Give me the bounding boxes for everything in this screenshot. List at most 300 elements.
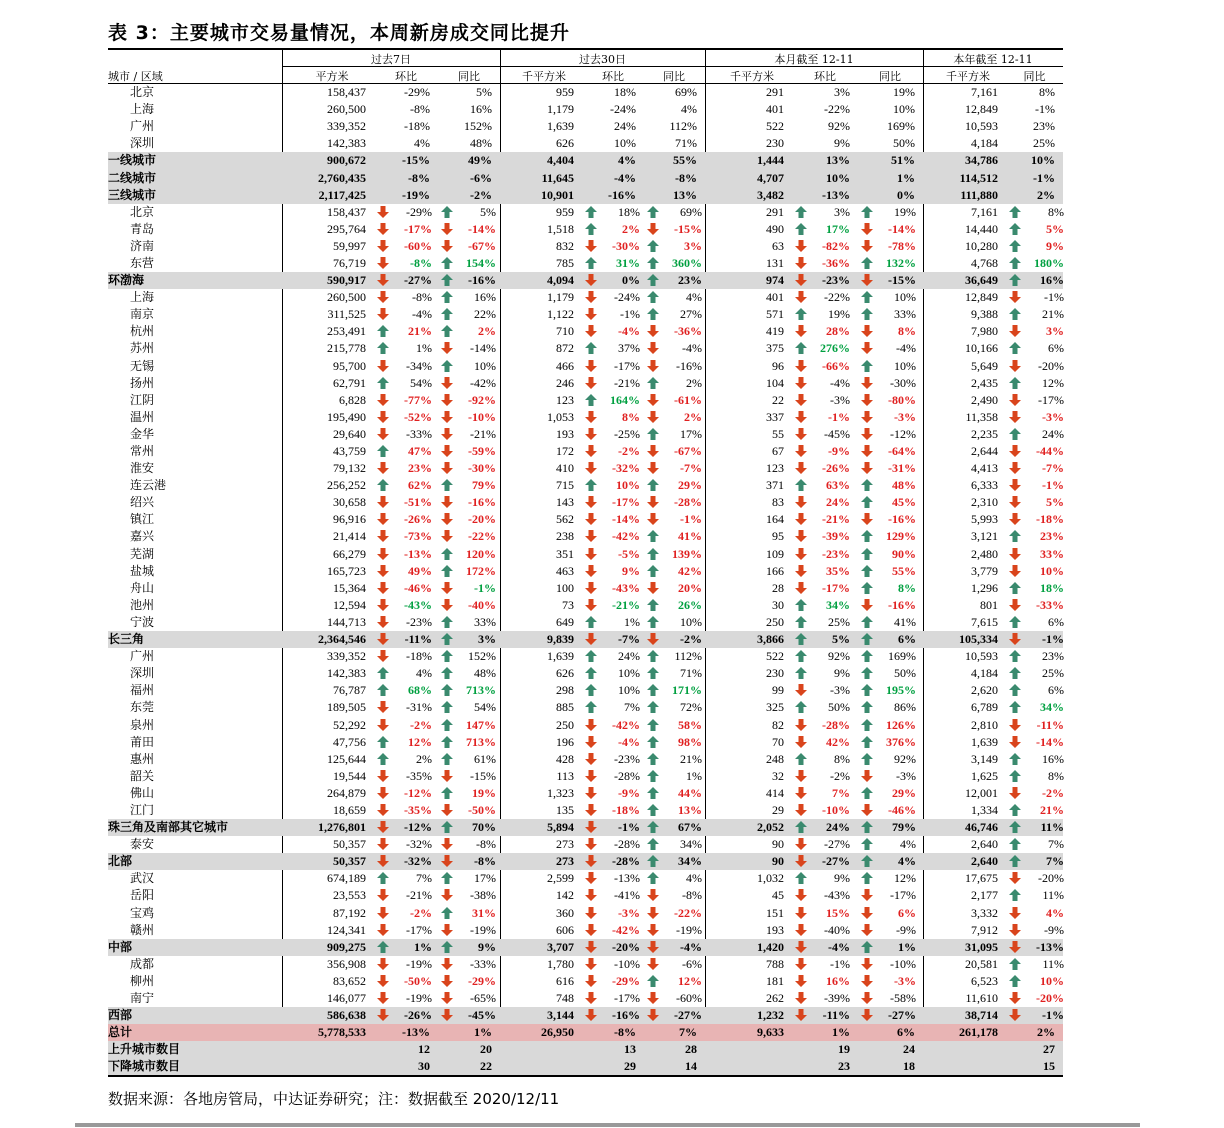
change-cell: 10%: [614, 136, 636, 151]
volume-cell: 113: [556, 768, 574, 783]
change-cell: 25%: [1033, 136, 1055, 151]
change-cell: [374, 751, 438, 768]
volume-cell: 146,077: [327, 991, 366, 1006]
change-value: 28%: [826, 324, 850, 339]
change-cell: [1006, 836, 1063, 853]
arrow-down-icon: [860, 957, 874, 971]
volume-cell: 230: [766, 136, 784, 151]
change-value: -20%: [468, 512, 496, 527]
arrow-down-icon: [860, 512, 874, 526]
volume-cell: 166: [766, 563, 784, 578]
row-name: 武汉: [130, 871, 155, 886]
change-value: -1%: [828, 409, 850, 424]
arrow-down-icon: [440, 529, 454, 543]
change-cell: [582, 631, 644, 648]
change-cell: [582, 409, 644, 426]
change-value: 54%: [474, 700, 496, 715]
change-cell: [792, 785, 858, 802]
change-cell: [438, 580, 500, 597]
change-value: -2%: [680, 632, 702, 647]
change-cell: [582, 563, 644, 580]
footer-bar: [75, 1123, 1140, 1127]
arrow-down-icon: [1008, 512, 1022, 526]
arrow-up-icon: [376, 341, 390, 355]
row-name: 无锡: [130, 358, 155, 373]
volume-cell: 2,117,425: [282, 187, 374, 204]
change-value: 195%: [886, 683, 916, 698]
volume-cell: 260,500: [327, 290, 366, 305]
arrow-up-icon: [860, 256, 874, 270]
change-cell: [582, 870, 644, 887]
change-value: -17%: [614, 991, 640, 1006]
change-value: 10%: [894, 358, 916, 373]
change-value: 4%: [900, 837, 916, 852]
change-value: -14%: [612, 512, 640, 527]
change-value: -51%: [404, 495, 432, 510]
change-cell: [858, 443, 923, 460]
arrow-up-icon: [860, 871, 874, 885]
change-cell: [644, 460, 705, 477]
volume-cell: 490: [766, 221, 784, 236]
arrow-up-icon: [584, 478, 598, 492]
change-cell: [374, 494, 438, 511]
change-value: 4%: [898, 854, 916, 869]
arrow-up-icon: [1008, 529, 1022, 543]
city-row: [108, 956, 1063, 973]
change-value: -44%: [1036, 444, 1064, 459]
volume-cell: 43,759: [333, 444, 366, 459]
volume-cell: 109: [766, 546, 784, 561]
change-value: 13%: [678, 802, 702, 817]
header-sqm: 平方米: [315, 70, 349, 83]
arrow-down-icon: [860, 222, 874, 236]
volume-cell: 3,482: [705, 187, 792, 204]
change-cell: [582, 802, 644, 819]
change-cell: [1006, 358, 1063, 375]
change-cell: [1006, 922, 1063, 939]
city-transaction-table: [108, 84, 1063, 1075]
change-value: 23%: [1042, 649, 1064, 664]
arrow-up-icon: [440, 359, 454, 373]
volume-cell: 1,232: [705, 1007, 792, 1024]
city-row: [108, 443, 1063, 460]
change-value: -3%: [896, 768, 916, 783]
volume-cell: 111,880: [923, 187, 1006, 204]
volume-cell: 7,615: [971, 614, 998, 629]
arrow-down-icon: [860, 376, 874, 390]
arrow-down-icon: [794, 683, 808, 697]
volume-cell: 82: [772, 717, 784, 732]
change-cell: [582, 956, 644, 973]
arrow-up-icon: [794, 700, 808, 714]
volume-cell: 181: [766, 973, 784, 988]
arrow-down-icon: [376, 547, 390, 561]
volume-cell: 9,839: [500, 631, 582, 648]
change-value: -23%: [822, 546, 850, 561]
arrow-down-icon: [646, 1008, 660, 1022]
row-name: 嘉兴: [130, 529, 155, 544]
change-cell: [644, 221, 705, 238]
change-cell: [582, 477, 644, 494]
change-cell: [644, 597, 705, 614]
volume-cell: 6,333: [971, 478, 998, 493]
change-cell: [374, 375, 438, 392]
change-cell: [792, 665, 858, 682]
change-cell: [582, 682, 644, 699]
change-cell: [1006, 409, 1063, 426]
change-cell: [1006, 272, 1063, 289]
change-cell: [438, 340, 500, 357]
change-value: 31%: [616, 255, 640, 270]
row-name: 泉州: [130, 717, 155, 732]
change-cell: [582, 922, 644, 939]
row-name: 岳阳: [130, 888, 155, 903]
change-value: -29%: [612, 973, 640, 988]
change-value: 16%: [1040, 273, 1064, 288]
change-value: 62%: [408, 478, 432, 493]
row-name: 淮安: [130, 461, 155, 476]
arrow-down-icon: [1008, 478, 1022, 492]
volume-cell: 291: [766, 85, 784, 100]
change-cell: [644, 939, 705, 956]
change-value: -29%: [468, 973, 496, 988]
volume-cell: 253,491: [327, 324, 366, 339]
change-value: 10%: [616, 478, 640, 493]
arrow-down-icon: [794, 427, 808, 441]
volume-cell: 164: [766, 512, 784, 527]
change-value: -17%: [406, 922, 432, 937]
arrow-up-icon: [1008, 615, 1022, 629]
volume-cell: 414: [766, 785, 784, 800]
change-cell: [582, 460, 644, 477]
change-cell: [644, 905, 705, 922]
change-value: 17%: [474, 871, 496, 886]
change-value: -28%: [674, 495, 702, 510]
change-value: -11%: [404, 632, 432, 647]
arrow-down-icon: [376, 906, 390, 920]
change-value: -45%: [468, 1008, 496, 1023]
change-cell: [792, 1007, 858, 1024]
change-value: 45%: [892, 495, 916, 510]
change-cell: [438, 956, 500, 973]
change-cell: [792, 973, 858, 990]
volume-cell: 428: [556, 751, 574, 766]
change-value: -9%: [828, 444, 850, 459]
volume-cell: 1,639: [547, 649, 574, 664]
volume-cell: 3,779: [971, 563, 998, 578]
volume-cell: 12,001: [965, 785, 998, 800]
change-cell: [582, 528, 644, 545]
change-value: -21%: [614, 375, 640, 390]
volume-cell: [705, 1058, 792, 1075]
arrow-down-icon: [1008, 461, 1022, 475]
volume-cell: 59,997: [333, 238, 366, 253]
arrow-down-icon: [376, 512, 390, 526]
change-value: -42%: [470, 375, 496, 390]
change-cell: [582, 289, 644, 306]
change-cell: 24%: [614, 119, 636, 134]
change-value: -16%: [468, 273, 496, 288]
count-row: [108, 1041, 1063, 1058]
arrow-down-icon: [794, 581, 808, 595]
change-cell: [858, 563, 923, 580]
volume-cell: 30: [772, 597, 784, 612]
change-cell: [438, 922, 500, 939]
volume-cell: 7,912: [971, 922, 998, 937]
change-value: -1%: [1044, 290, 1064, 305]
change-cell: [582, 597, 644, 614]
change-cell: [438, 528, 500, 545]
arrow-down-icon: [794, 461, 808, 475]
change-cell: [438, 443, 500, 460]
volume-cell: 626: [556, 136, 574, 151]
volume-cell: 1,032: [757, 871, 784, 886]
arrow-down-icon: [646, 581, 660, 595]
change-cell: [792, 255, 858, 272]
change-cell: [582, 426, 644, 443]
row-name: 深圳: [130, 666, 155, 681]
volume-cell: 3,866: [705, 631, 792, 648]
change-cell: [644, 409, 705, 426]
arrow-down-icon: [794, 256, 808, 270]
change-cell: [792, 682, 858, 699]
change-cell: [858, 375, 923, 392]
change-value: -10%: [614, 956, 640, 971]
city-row: [108, 751, 1063, 768]
change-cell: [792, 922, 858, 939]
volume-cell: 351: [556, 546, 574, 561]
arrow-up-icon: [440, 871, 454, 885]
change-cell: [792, 289, 858, 306]
change-value: 72%: [680, 700, 702, 715]
change-value: 42%: [826, 734, 850, 749]
city-row: [108, 546, 1063, 563]
change-cell: [582, 905, 644, 922]
arrow-down-icon: [584, 359, 598, 373]
change-cell: [374, 323, 438, 340]
arrow-up-icon: [860, 649, 874, 663]
change-value: 12%: [894, 871, 916, 886]
change-value: -80%: [888, 392, 916, 407]
change-cell: [858, 392, 923, 409]
city-row: [108, 323, 1063, 340]
change-cell: [644, 443, 705, 460]
volume-cell: 100: [556, 580, 574, 595]
change-cell: 69%: [675, 85, 697, 100]
arrow-down-icon: [376, 256, 390, 270]
change-cell: [858, 204, 923, 221]
change-value: 69%: [680, 204, 702, 219]
volume-cell: [282, 1058, 374, 1075]
arrow-down-icon: [584, 769, 598, 783]
change-cell: [792, 204, 858, 221]
change-cell: [374, 426, 438, 443]
volume-cell: 606: [556, 922, 574, 937]
arrow-down-icon: [1008, 324, 1022, 338]
change-cell: 49%: [438, 152, 500, 169]
row-name: 泰安: [130, 837, 155, 852]
change-value: 92%: [828, 649, 850, 664]
arrow-down-icon: [376, 991, 390, 1005]
change-cell: 28: [644, 1041, 705, 1058]
change-cell: -8%: [582, 1024, 644, 1041]
volume-cell: 974: [705, 272, 792, 289]
change-value: -50%: [468, 802, 496, 817]
change-cell: [644, 392, 705, 409]
arrow-down-icon: [376, 718, 390, 732]
change-value: 34%: [678, 854, 702, 869]
bottom-rule: [108, 1075, 1063, 1077]
row-name: 广州: [130, 649, 155, 664]
header-month-ksqm: 千平方米: [730, 70, 774, 83]
volume-cell: 4,413: [971, 461, 998, 476]
city-row: [108, 494, 1063, 511]
volume-cell: 38,714: [923, 1007, 1006, 1024]
change-value: -11%: [1036, 717, 1064, 732]
change-cell: [374, 1007, 438, 1024]
city-row: [108, 460, 1063, 477]
change-cell: 27: [1006, 1041, 1063, 1058]
change-cell: [374, 511, 438, 528]
row-name: 金华: [130, 426, 155, 441]
change-value: 3%: [834, 204, 850, 219]
change-value: -11%: [822, 1008, 850, 1023]
change-cell: [438, 221, 500, 238]
volume-cell: 298: [556, 683, 574, 698]
arrow-up-icon: [1008, 803, 1022, 817]
arrow-down-icon: [584, 581, 598, 595]
change-value: -1%: [1042, 632, 1064, 647]
change-value: -45%: [824, 426, 850, 441]
change-cell: -13%: [374, 1024, 438, 1041]
change-cell: [438, 870, 500, 887]
volume-cell: 7,161: [971, 85, 998, 100]
city-row: [108, 870, 1063, 887]
arrow-down-icon: [860, 393, 874, 407]
volume-cell: 32: [772, 768, 784, 783]
change-cell: [858, 494, 923, 511]
change-value: 86%: [894, 700, 916, 715]
volume-cell: 10,280: [965, 238, 998, 253]
arrow-up-icon: [440, 324, 454, 338]
change-value: 37%: [618, 341, 640, 356]
change-cell: [1006, 648, 1063, 665]
change-cell: [438, 563, 500, 580]
change-cell: [858, 306, 923, 323]
city-row: [108, 392, 1063, 409]
change-value: 42%: [678, 563, 702, 578]
change-value: -67%: [674, 444, 702, 459]
change-value: -14%: [888, 221, 916, 236]
change-value: 24%: [826, 495, 850, 510]
header-month: 本月截至 12-11: [774, 53, 854, 66]
change-cell: [582, 887, 644, 904]
header-year-tb: 同比: [1023, 70, 1046, 83]
change-cell: [374, 306, 438, 323]
arrow-down-icon: [584, 871, 598, 885]
arrow-down-icon: [376, 359, 390, 373]
header-city: 城市 / 区域: [108, 70, 163, 83]
change-value: 120%: [466, 546, 496, 561]
change-cell: [858, 580, 923, 597]
change-value: -82%: [822, 238, 850, 253]
change-value: 33%: [894, 307, 916, 322]
change-value: 34%: [680, 837, 702, 852]
change-value: 164%: [610, 392, 640, 407]
arrow-down-icon: [440, 1008, 454, 1022]
change-cell: [582, 306, 644, 323]
arrow-down-icon: [1008, 598, 1022, 612]
volume-cell: 142,383: [327, 136, 366, 151]
change-cell: [374, 358, 438, 375]
change-cell: [374, 648, 438, 665]
arrow-up-icon: [646, 290, 660, 304]
change-cell: [438, 614, 500, 631]
arrow-up-icon: [860, 718, 874, 732]
change-value: 61%: [474, 751, 496, 766]
arrow-down-icon: [646, 324, 660, 338]
arrow-down-icon: [646, 410, 660, 424]
change-cell: [644, 323, 705, 340]
change-cell: [858, 716, 923, 733]
volume-cell: 238: [556, 529, 574, 544]
volume-cell: 832: [556, 238, 574, 253]
volume-cell: 230: [766, 666, 784, 681]
change-value: -58%: [890, 991, 916, 1006]
volume-cell: 1,179: [547, 102, 574, 117]
row-name: 珠三角及南部其它城市: [108, 819, 282, 836]
region-row: [108, 152, 1063, 169]
change-cell: [582, 580, 644, 597]
row-name: 苏州: [130, 341, 155, 356]
arrow-down-icon: [860, 427, 874, 441]
change-value: -21%: [406, 888, 432, 903]
change-cell: [858, 990, 923, 1007]
change-cell: -24%: [610, 102, 636, 117]
change-cell: [1006, 785, 1063, 802]
change-value: -26%: [404, 512, 432, 527]
change-cell: [374, 580, 438, 597]
change-cell: [374, 939, 438, 956]
change-cell: [644, 716, 705, 733]
change-cell: [582, 443, 644, 460]
total-row: [108, 1024, 1063, 1041]
change-cell: [792, 443, 858, 460]
city-row: [108, 973, 1063, 990]
change-value: 41%: [678, 529, 702, 544]
change-cell: 13%: [792, 152, 858, 169]
change-value: -4%: [412, 307, 432, 322]
change-cell: [582, 375, 644, 392]
arrow-up-icon: [584, 615, 598, 629]
volume-cell: 105,334: [923, 631, 1006, 648]
change-value: -32%: [406, 837, 432, 852]
change-value: 23%: [1040, 529, 1064, 544]
arrow-down-icon: [794, 854, 808, 868]
arrow-down-icon: [440, 444, 454, 458]
change-cell: [374, 631, 438, 648]
change-value: -14%: [470, 341, 496, 356]
table-title: 表 3：主要城市交易量情况，本周新房成交同比提升: [108, 22, 570, 44]
arrow-down-icon: [794, 359, 808, 373]
arrow-up-icon: [440, 820, 454, 834]
arrow-up-icon: [1008, 341, 1022, 355]
change-cell: [374, 460, 438, 477]
change-value: 152%: [468, 649, 496, 664]
volume-cell: 1,122: [547, 307, 574, 322]
change-cell: [644, 785, 705, 802]
change-value: 8%: [898, 324, 916, 339]
